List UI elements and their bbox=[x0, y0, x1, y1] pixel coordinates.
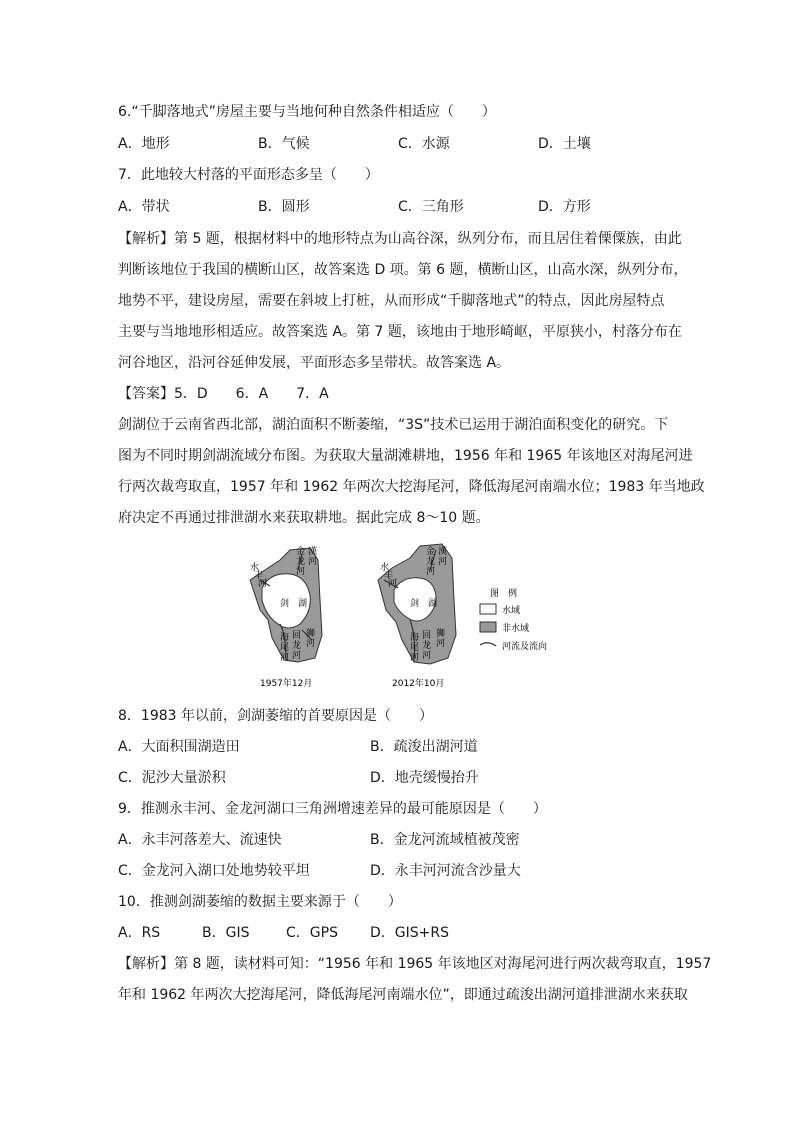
q10-option-c: C．GPS bbox=[286, 925, 338, 941]
q7-option-a: A．带状 bbox=[118, 199, 170, 215]
q10-option-d: D．GIS+RS bbox=[370, 925, 449, 941]
answer1: 【答案】5．D 6．A 7．A bbox=[118, 386, 329, 402]
map1-caption: 1957年12月 bbox=[260, 679, 313, 689]
map-river-label: 河 bbox=[436, 639, 446, 649]
q9-stem: 9．推测永丰河、金龙河湖口三角洲增速差异的最可能原因是（ ） bbox=[118, 801, 547, 817]
q9-option-c: C．金龙河入湖口处地势较平坦 bbox=[118, 863, 310, 879]
map-river-label: 河 bbox=[388, 579, 398, 589]
q10-option-b: B．GIS bbox=[202, 925, 250, 941]
map-river-label: 回 bbox=[292, 631, 302, 641]
q8-option-b: B．疏浚出湖河道 bbox=[370, 739, 478, 755]
analysis1-line-1: 【解析】第 5 题，根据材料中的地形特点为山高谷深，纵列分布，而且居住着傈僳族，由此 bbox=[118, 231, 682, 247]
legend-title: 图 例 bbox=[490, 589, 518, 599]
map-river-label: 丰 bbox=[254, 571, 264, 581]
map-river-label: 河 bbox=[258, 579, 268, 589]
q6-option-c: C．水源 bbox=[398, 136, 450, 152]
q6-option-d: D．土壤 bbox=[538, 136, 591, 152]
q6-option-a: A．地形 bbox=[118, 136, 170, 152]
q9-option-b: B．金龙河流域植被茂密 bbox=[370, 832, 520, 848]
jianhu-map-figure bbox=[240, 540, 570, 690]
analysis1-line-3: 地势不平，建设房屋，需要在斜坡上打桩，从而形成“千脚落地式”的特点，因此房屋特点 bbox=[118, 293, 665, 309]
map-river-label: 尾 bbox=[280, 643, 290, 653]
map-river-label: 河 bbox=[308, 557, 318, 567]
map-river-label: 河 bbox=[438, 557, 448, 567]
legend-nonwater: 非水域 bbox=[502, 624, 530, 634]
map-river-label: 龙 bbox=[426, 557, 436, 567]
map-river-label: 狮 bbox=[436, 629, 446, 639]
map-river-label: 河 bbox=[306, 639, 316, 649]
q8-stem: 8．1983 年以前，剑湖萎缩的首要原因是（ ） bbox=[118, 708, 433, 724]
map-river-label: 狮 bbox=[306, 629, 316, 639]
map-river-label: 水 bbox=[380, 563, 390, 573]
q9-option-a: A．永丰河落差大、流速快 bbox=[118, 832, 282, 848]
analysis1-line-5: 河谷地区，沿河谷延伸发展，平面形态多呈带状。故答案选 A。 bbox=[118, 355, 511, 371]
material-line-2: 图为不同时期剑湖流域分布图。为获取大量湖滩耕地，1956 年和 1965 年该地区对海尾河进 bbox=[118, 448, 693, 464]
q6-option-b: B．气候 bbox=[258, 136, 310, 152]
map-river-label: 丰 bbox=[384, 571, 394, 581]
q9-option-d: D．永丰河河流含沙量大 bbox=[370, 863, 521, 879]
map-river-label: 金 bbox=[426, 547, 436, 557]
map-river-label: 漢 bbox=[308, 547, 318, 557]
map-river-label: 海 bbox=[280, 633, 290, 643]
material-line-4: 府决定不再通过排泄湖水来获取耕地。据此完成 8～10 题。 bbox=[118, 510, 490, 526]
analysis2-line-1: 【解析】第 8 题，读材料可知：“1956 年和 1965 年该地区对海尾河进行两次裁弯取直，1957 bbox=[118, 956, 712, 972]
map-1957 bbox=[250, 548, 322, 689]
map-river-label: 龙 bbox=[296, 557, 306, 567]
map-river-label: 水 bbox=[250, 563, 260, 573]
map-river-label: 龙 bbox=[422, 641, 432, 651]
map-river-label: 漢 bbox=[438, 547, 448, 557]
material-line-1: 剑湖位于云南省西北部，湖泊面积不断萎缩，“3S”技术已运用于湖泊面积变化的研究。下 bbox=[118, 417, 669, 433]
q6-stem: 6.“千脚落地式”房屋主要与当地何种自然条件相适应（ ） bbox=[118, 104, 496, 120]
map-river-label: 尾 bbox=[410, 643, 420, 653]
map-river-label: 回 bbox=[422, 631, 432, 641]
map-river-label: 河 bbox=[292, 651, 302, 661]
map-legend bbox=[480, 587, 547, 652]
analysis1-line-4: 主要与当地地形相适应。故答案选 A。第 7 题，该地由于地形崎岖，平原狭小，村落分布在 bbox=[118, 324, 682, 340]
map-river-label: 龙 bbox=[292, 641, 302, 651]
legend-river: 河流及流向 bbox=[502, 642, 548, 652]
map-river-label: 河 bbox=[296, 567, 306, 577]
q7-stem: 7．此地较大村落的平面形态多呈（ ） bbox=[118, 167, 379, 183]
q8-option-a: A．大面积围湖造田 bbox=[118, 739, 240, 755]
q7-option-c: C．三角形 bbox=[398, 199, 464, 215]
map-river-label: 海 bbox=[410, 633, 420, 643]
q7-option-b: B．圆形 bbox=[258, 199, 310, 215]
map-river-label: 河 bbox=[426, 567, 436, 577]
map-river-label: 金 bbox=[296, 547, 306, 557]
map-river-label: 河 bbox=[422, 651, 432, 661]
q8-option-d: D．地壳缓慢抬升 bbox=[370, 770, 479, 786]
map-river-label: 河 bbox=[280, 653, 290, 663]
q7-option-d: D．方形 bbox=[538, 199, 591, 215]
legend-water: 水域 bbox=[502, 606, 521, 616]
q8-option-c: C．泥沙大量淤积 bbox=[118, 770, 226, 786]
material-line-3: 行两次裁弯取直，1957 年和 1962 年两次大挖海尾河，降低海尾河南端水位；1983 年当地政 bbox=[118, 479, 705, 495]
map2-caption: 2012年10月 bbox=[392, 679, 445, 689]
map-river-label: 河 bbox=[410, 653, 420, 663]
q10-stem: 10．推测剑湖萎缩的数据主要来源于（ ） bbox=[118, 894, 402, 910]
map1-lake-label: 剑 湖 bbox=[280, 599, 308, 609]
analysis1-line-2: 判断该地位于我国的横断山区，故答案选 D 项。第 6 题，横断山区，山高水深，纵列分布， bbox=[118, 262, 688, 278]
analysis2-line-2: 年和 1962 年两次大挖海尾河，降低海尾河南端水位”，即通过疏浚出湖河道排泄湖水来获取 bbox=[118, 987, 688, 1003]
q10-option-a: A．RS bbox=[118, 925, 161, 941]
map2-lake-label: 剑 湖 bbox=[410, 599, 438, 609]
